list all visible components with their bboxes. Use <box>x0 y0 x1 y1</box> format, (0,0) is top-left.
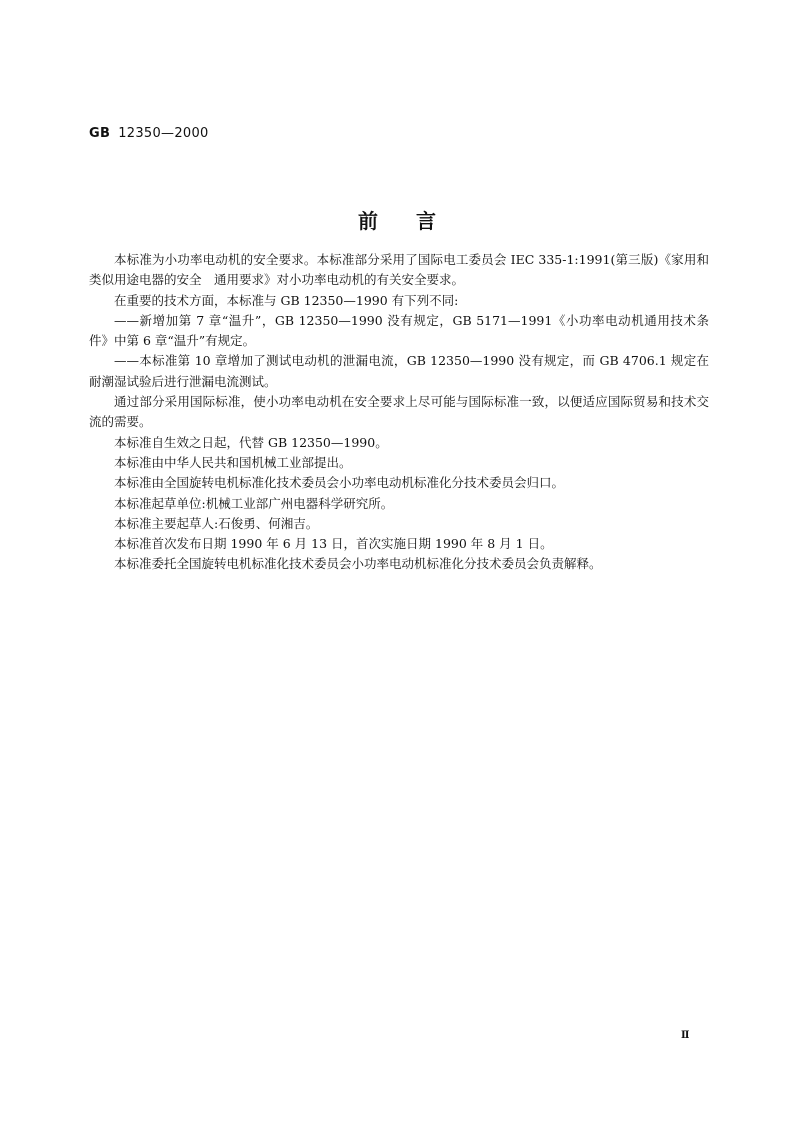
paragraph-difference-temperature: ——新增加第 7 章“温升”，GB 12350—1990 没有规定，GB 5171—1991《小功率电动机通用技术条件》中第 6 章“温升”有规定。 <box>89 312 709 349</box>
paragraph-difference-leakage: ——本标准第 10 章增加了测试电动机的泄漏电流，GB 12350—1990 没有规定，而 GB 4706.1 规定在耐潮湿试验后进行泄漏电流测试。 <box>89 353 709 389</box>
paragraph-differences-intro: 在重要的技术方面，本标准与 GB 12350—1990 有下列不同: <box>114 292 459 308</box>
standard-prefix: GB <box>89 126 111 141</box>
paragraph-interpretation: 本标准委托全国旋转电机标准化技术委员会小功率电动机标准化分技术委员会负责解释。 <box>114 556 602 572</box>
paragraph-under-jurisdiction: 本标准由全国旋转电机标准化技术委员会小功率电动机标准化分技术委员会归口。 <box>114 475 565 491</box>
paragraph-drafters: 本标准主要起草人:石俊勇、何湘吉。 <box>114 515 319 531</box>
paragraph-replaces: 本标准自生效之日起，代替 GB 12350—1990。 <box>114 434 388 450</box>
document-header <box>89 126 209 141</box>
page-number: Ⅱ <box>681 1030 690 1041</box>
paragraph-drafting-unit: 本标准起草单位:机械工业部广州电器科学研究所。 <box>114 495 394 511</box>
paragraph-first-release: 本标准首次发布日期 1990 年 6 月 13 日，首次实施日期 1990 年 8 月 1 日。 <box>114 536 553 552</box>
page-title: 前言 <box>358 209 474 233</box>
paragraph-proposed-by: 本标准由中华人民共和国机械工业部提出。 <box>114 454 352 470</box>
standard-number: 12350—2000 <box>118 126 209 141</box>
paragraph-purpose: 通过部分采用国际标准，使小功率电动机在安全要求上尽可能与国际标准一致，以便适应国际贸易和技术交流的需要。 <box>89 394 709 430</box>
foreword-body <box>89 250 709 575</box>
paragraph-scope: 本标准为小功率电动机的安全要求。本标准部分采用了国际电工委员会 IEC 335-1:1991(第三版)《家用和类似用途电器的安全 通用要求》对小功率电动机的有关安全要求。 <box>89 252 709 288</box>
